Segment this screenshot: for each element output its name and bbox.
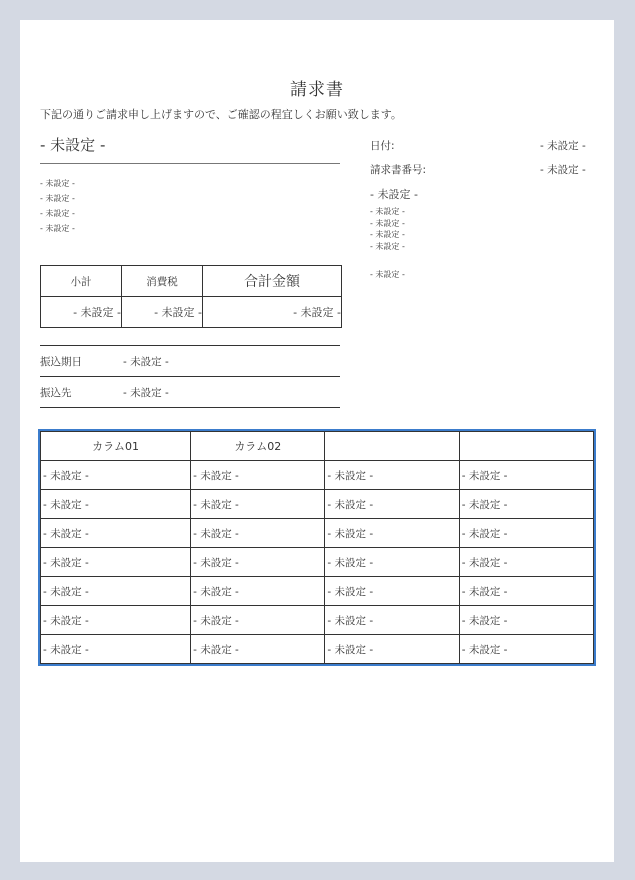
table-cell[interactable]: - 未設定 - — [191, 577, 325, 606]
table-cell[interactable]: - 未設定 - — [325, 519, 459, 548]
issuer-extra[interactable]: - 未設定 - — [370, 270, 405, 279]
tax-value[interactable]: - 未設定 - — [122, 297, 203, 328]
table-row — [41, 490, 594, 519]
table-cell[interactable]: - 未設定 - — [191, 548, 325, 577]
issuer-line: - 未設定 - — [370, 207, 405, 216]
greeting-text: 下記の通りご請求申し上げますので、ご確認の程宜しくお願い致します。 — [40, 108, 402, 121]
client-line: - 未設定 - — [40, 209, 75, 218]
table-cell[interactable]: - 未設定 - — [191, 635, 325, 664]
table-cell[interactable]: - 未設定 - — [41, 577, 191, 606]
issuer-line: - 未設定 - — [370, 241, 405, 251]
items-table[interactable] — [40, 431, 594, 664]
payment-due-value: - 未設定 - — [123, 355, 169, 368]
payment-account-value: - 未設定 - — [123, 386, 169, 399]
table-cell[interactable]: - 未設定 - — [191, 461, 325, 490]
table-cell[interactable]: - 未設定 - — [41, 606, 191, 635]
table-cell[interactable]: - 未設定 - — [41, 635, 191, 664]
client-line: - 未設定 - — [40, 224, 75, 233]
table-row — [41, 606, 594, 635]
payment-account-row[interactable] — [40, 377, 340, 408]
table-cell[interactable]: - 未設定 - — [41, 519, 191, 548]
date-row[interactable] — [370, 138, 600, 153]
client-name[interactable]: - 未設定 - — [40, 134, 340, 164]
summary-table[interactable] — [40, 265, 342, 328]
table-cell[interactable]: - 未設定 - — [325, 490, 459, 519]
subtotal-label: 小計 — [41, 266, 122, 297]
issuer-name[interactable]: - 未設定 - — [370, 188, 418, 201]
table-cell[interactable]: - 未設定 - — [459, 577, 593, 606]
table-cell[interactable]: - 未設定 - — [325, 548, 459, 577]
table-cell[interactable]: - 未設定 - — [459, 461, 593, 490]
payment-due-label: 振込期日 — [40, 355, 82, 368]
payment-due-row[interactable] — [40, 345, 340, 377]
client-address-block[interactable] — [40, 176, 75, 236]
table-cell[interactable]: - 未設定 - — [41, 461, 191, 490]
column-header[interactable] — [459, 432, 593, 461]
issuer-line: - 未設定 - — [370, 230, 405, 239]
table-row — [41, 548, 594, 577]
issuer-address-block[interactable] — [370, 206, 405, 252]
table-cell[interactable]: - 未設定 - — [325, 635, 459, 664]
date-value: - 未設定 - — [540, 140, 586, 152]
client-line: - 未設定 - — [40, 194, 75, 203]
table-cell[interactable]: - 未設定 - — [191, 490, 325, 519]
invoice-number-row[interactable] — [370, 162, 600, 177]
column-header[interactable]: カラム01 — [41, 432, 191, 461]
column-header[interactable]: カラム02 — [191, 432, 325, 461]
table-cell[interactable]: - 未設定 - — [459, 490, 593, 519]
column-header[interactable] — [325, 432, 459, 461]
issuer-line: - 未設定 - — [370, 218, 405, 228]
table-row — [41, 635, 594, 664]
table-cell[interactable]: - 未設定 - — [459, 606, 593, 635]
invoice-number-label: 請求書番号: — [370, 164, 427, 176]
invoice-number-value: - 未設定 - — [540, 164, 586, 176]
table-cell[interactable]: - 未設定 - — [459, 635, 593, 664]
invoice-page — [20, 20, 614, 862]
client-line: - 未設定 - — [40, 179, 75, 188]
table-cell[interactable]: - 未設定 - — [191, 606, 325, 635]
payment-block — [40, 345, 340, 408]
table-cell[interactable]: - 未設定 - — [459, 519, 593, 548]
date-label: 日付: — [370, 140, 395, 152]
table-cell[interactable]: - 未設定 - — [325, 577, 459, 606]
total-label: 合計金額 — [203, 266, 342, 297]
page-title: 請求書 — [290, 80, 344, 100]
table-row — [41, 577, 594, 606]
tax-label: 消費税 — [122, 266, 203, 297]
table-cell[interactable]: - 未設定 - — [325, 606, 459, 635]
total-value[interactable]: - 未設定 - — [203, 297, 342, 328]
items-table-selection[interactable] — [38, 429, 596, 666]
table-header-row — [41, 432, 594, 461]
table-cell[interactable]: - 未設定 - — [459, 548, 593, 577]
table-row — [41, 519, 594, 548]
table-cell[interactable]: - 未設定 - — [191, 519, 325, 548]
payment-account-label: 振込先 — [40, 386, 72, 399]
table-cell[interactable]: - 未設定 - — [325, 461, 459, 490]
table-cell[interactable]: - 未設定 - — [41, 548, 191, 577]
table-cell[interactable]: - 未設定 - — [41, 490, 191, 519]
subtotal-value[interactable]: - 未設定 - — [41, 297, 122, 328]
table-row — [41, 461, 594, 490]
